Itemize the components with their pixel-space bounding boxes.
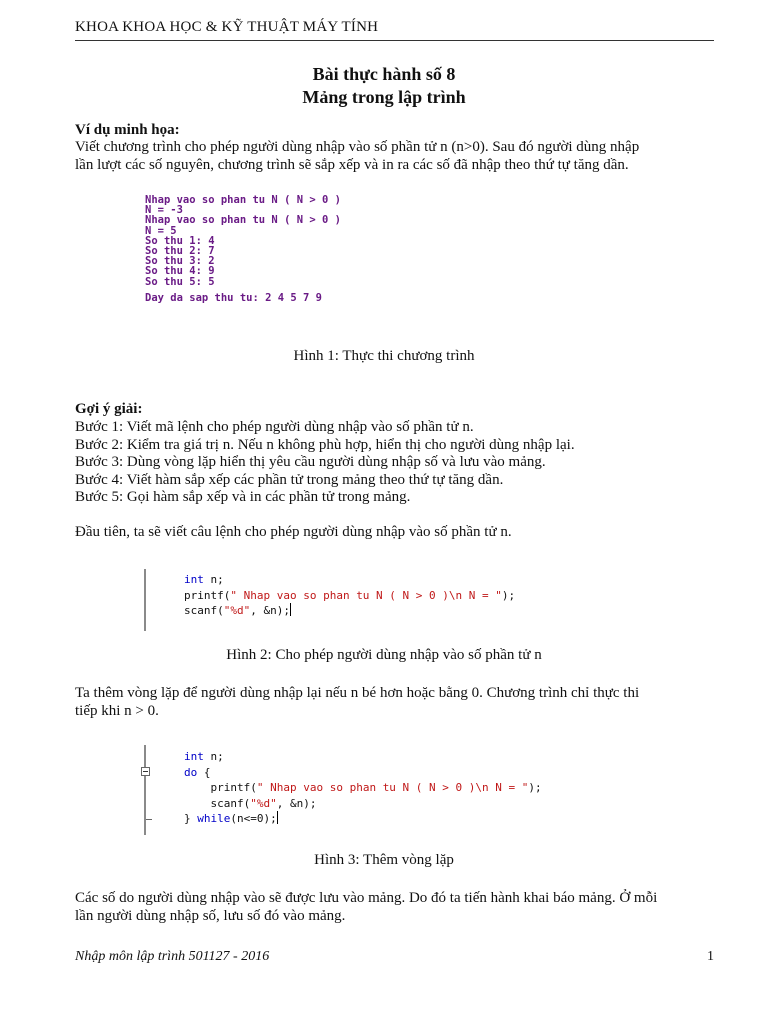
page-subtitle: Mảng trong lập trình: [302, 87, 466, 107]
hint-step-1: Bước 1: Viết mã lệnh cho phép người dùng nhập vào số phần tử n.: [75, 419, 474, 435]
code-line: } while(n<=0);: [184, 812, 277, 825]
text-cursor: [277, 811, 278, 824]
code-line: printf(" Nhap vao so phan tu N ( N > 0 )\n N = ");: [184, 781, 542, 794]
code-block-1: [184, 572, 515, 619]
example-text-line-1: Viết chương trình cho phép người dùng nhập vào số phần tử n (n>0). Sau đó người dùng nhập: [75, 139, 640, 155]
console-line: N = -3: [145, 204, 183, 217]
closing-text-line-1: Các số do người dùng nhập vào sẽ được lưu vào mảng. Do đó ta tiến hành khai báo mảng. Ở mỗi: [75, 890, 658, 906]
console-line: So thu 4: 9: [145, 265, 215, 278]
hints-heading: Gợi ý giải:: [75, 401, 143, 417]
header-rule: [75, 40, 714, 41]
closing-text-line-2: lần người dùng nhập số, lưu số đó vào mảng.: [75, 908, 346, 924]
console-output: [145, 195, 341, 303]
console-line: Nhap vao so phan tu N ( N > 0 ): [145, 214, 341, 227]
code-line: int n;: [184, 750, 224, 763]
footer-course: Nhập môn lập trình 501127 - 2016: [75, 949, 270, 964]
code-line: printf(" Nhap vao so phan tu N ( N > 0 )\n N = ");: [184, 588, 516, 602]
console-line: Nhap vao so phan tu N ( N > 0 ): [145, 194, 341, 206]
page-number: 1: [707, 949, 714, 964]
hint-step-2: Bước 2: Kiểm tra giá trị n. Nếu n không phù hợp, hiển thị cho người dùng nhập lại.: [75, 437, 575, 453]
figure-2-caption: Hình 2: Cho phép người dùng nhập vào số phần tử n: [226, 647, 542, 663]
code-gutter-line: [144, 745, 146, 835]
console-line: So thu 1: 4: [145, 234, 215, 247]
example-heading: Ví dụ minh họa:: [75, 122, 180, 138]
console-line: So thu 2: 7: [145, 245, 215, 258]
loop-text-line-2: tiếp khi n > 0.: [75, 703, 159, 719]
figure-3-caption: Hình 3: Thêm vòng lặp: [314, 852, 454, 868]
code-gutter-line: [144, 569, 146, 631]
fold-end-marker: [146, 819, 152, 820]
code-block-2: [184, 749, 542, 827]
text-cursor: [290, 603, 291, 616]
code-line: int n;: [184, 573, 224, 586]
collapse-block-icon[interactable]: [141, 767, 150, 776]
console-line: N = 5: [145, 224, 177, 237]
code-line: scanf("%d", &n);: [184, 604, 290, 617]
page-title: Bài thực hành số 8: [312, 64, 456, 84]
hint-step-5: Bước 5: Gọi hàm sắp xếp và in các phần tử trong mảng.: [75, 489, 411, 505]
intro-text: Đầu tiên, ta sẽ viết câu lệnh cho phép người dùng nhập vào số phần tử n.: [75, 524, 512, 540]
loop-text-line-1: Ta thêm vòng lặp để người dùng nhập lại nếu n bé hơn hoặc bằng 0. Chương trình chỉ thực thi: [75, 685, 640, 701]
example-text-line-2: lần lượt các số nguyên, chương trình sẽ sắp xếp và in ra các số đã nhập theo thứ tự tăng dần.: [75, 157, 629, 173]
code-line: do {: [184, 765, 211, 779]
console-line: Day da sap thu tu: 2 4 5 7 9: [145, 291, 323, 304]
figure-1-caption: Hình 1: Thực thi chương trình: [293, 348, 475, 364]
console-line: So thu 3: 2: [145, 255, 215, 268]
code-line: scanf("%d", &n);: [184, 796, 317, 810]
console-line: So thu 5: 5: [145, 275, 215, 288]
running-header: KHOA KHOA HỌC & KỸ THUẬT MÁY TÍNH: [75, 19, 379, 35]
hint-step-4: Bước 4: Viết hàm sắp xếp các phần tử trong mảng theo thứ tự tăng dần.: [75, 472, 504, 488]
hint-step-3: Bước 3: Dùng vòng lặp hiển thị yêu cầu người dùng nhập số và lưu vào mảng.: [75, 454, 546, 470]
